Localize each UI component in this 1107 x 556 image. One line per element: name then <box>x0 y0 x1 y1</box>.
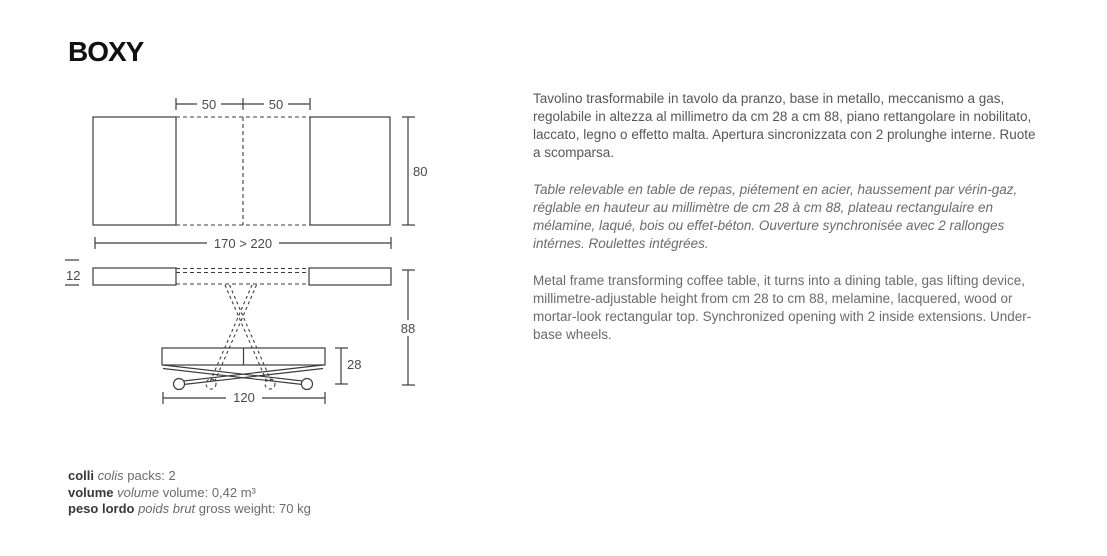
right-wheel <box>302 379 313 390</box>
dim-length-range: 170 > 220 <box>213 236 273 251</box>
side-view-min-height-dimension <box>335 348 361 384</box>
description-italian: Tavolino trasformabile in tavolo da pranzo, base in metallo, meccanismo a gas, regolabile in altezza al millimetro da cm 28 a cm 88, piano rettangolare in nobilitato, laccato, legno o effetto malta. Apertura sincronizzata con 2 prolunghe interne. Ruote a scomparsa. <box>533 91 1036 160</box>
description-column <box>533 90 1038 363</box>
dim-top-thickness: 12 <box>66 268 81 283</box>
packing-specs <box>68 468 311 518</box>
dim-depth: 80 <box>413 164 428 179</box>
left-wheel <box>174 379 185 390</box>
spec-label-it: peso lordo <box>68 501 135 516</box>
top-view-drawing <box>93 96 427 251</box>
spec-row-gross-weight <box>68 501 311 518</box>
product-title: BOXY <box>68 36 144 67</box>
spec-value: gross weight: 70 kg <box>198 501 311 516</box>
side-view-base-length-dimension <box>163 390 325 405</box>
top-view-depth-dimension <box>402 117 427 225</box>
side-view-raised-tabletop <box>93 268 391 285</box>
side-view-max-height-dimension <box>399 270 418 385</box>
spec-value: volume: 0,42 m³ <box>162 484 256 500</box>
top-view-tabletop <box>93 117 390 225</box>
top-view-extension-dimension <box>176 96 310 112</box>
side-view-base-legs <box>163 365 323 390</box>
description-english: Metal frame transforming coffee table, it turns into a dining table, gas lifting device, millimetre-adjustable height from cm 28 to cm 88, melamine, lacquered, wood or mortar-look rectangular top. Synchronized opening with 2 inside extensions. Under-base wheels. <box>533 273 1032 342</box>
dim-extension-right: 50 <box>268 97 284 112</box>
technical-drawing <box>55 88 435 418</box>
spec-label-it: colli <box>68 468 95 483</box>
spec-row-packs <box>68 468 311 485</box>
spec-value: packs: 2 <box>127 468 176 483</box>
spec-label-fr: poids brut <box>138 501 196 516</box>
spec-label-fr: volume <box>117 484 160 500</box>
spec-label-it: volume <box>68 484 114 500</box>
dim-min-height: 28 <box>347 357 362 372</box>
dim-extension-left: 50 <box>201 97 217 112</box>
side-view-drawing <box>65 260 418 405</box>
side-view-thickness-dimension <box>65 260 80 285</box>
spec-label-fr: colis <box>97 468 124 483</box>
spec-row-volume <box>68 485 311 502</box>
side-view-lowered-tabletop <box>162 348 325 365</box>
description-french: Table relevable en table de repas, piétement en acier, haussement par vérin-gaz, réglable en hauteur au millimètre de cm 28 à cm 88, plateau rectangulaire en mélamine, laqué, bois ou effet-béton. Ouverture synchronisée avec 2 rallonges intérnes. Roulettes intégrées. <box>533 182 1018 251</box>
dim-max-height: 88 <box>400 321 416 336</box>
top-view-length-dimension <box>95 235 391 251</box>
dim-base-length: 120 <box>233 390 255 405</box>
